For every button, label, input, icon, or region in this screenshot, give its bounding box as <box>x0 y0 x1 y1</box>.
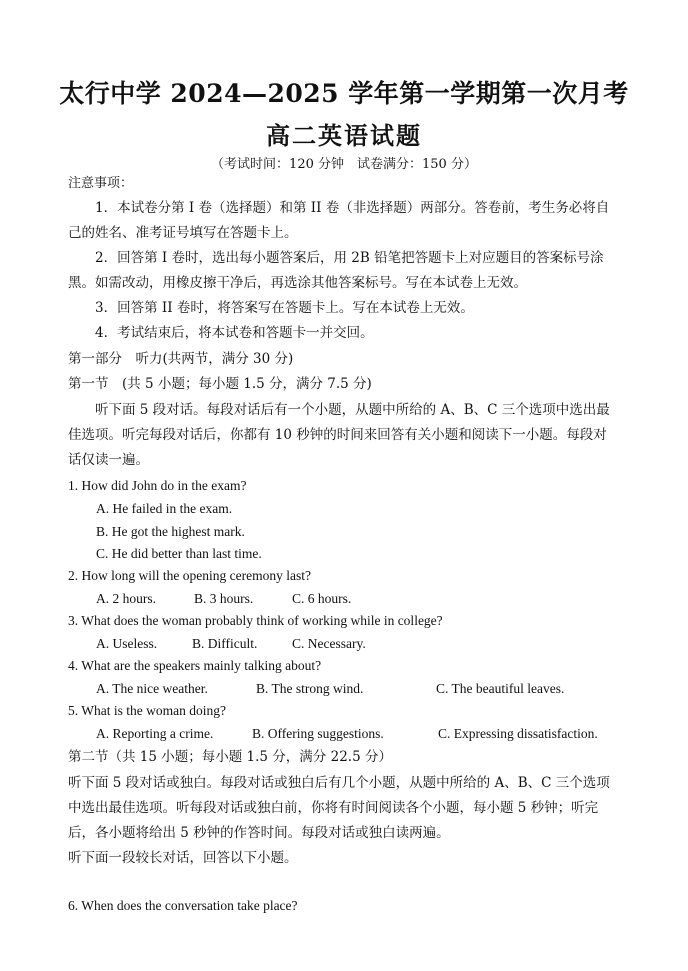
part1-heading: 第一部分 听力(共两节，满分 30 分) <box>68 351 294 367</box>
notice-item-2b: 黑。如需改动，用橡皮擦干净后，再选涂其他答案标号。写在本试卷上无效。 <box>68 275 527 291</box>
question-1-option-a: A. He failed in the exam. <box>96 501 233 516</box>
exam-subtitle: 高二英语试题 <box>266 121 422 150</box>
section2-instructions-a: 听下面 5 段对话或独白。每段对话或独白后有几个小题，从题中所给的 A、B、C 三个选项 <box>68 775 610 791</box>
question-4: 4. What are the speakers mainly talking about? <box>68 658 322 673</box>
question-3-option-b: B. Difficult. <box>192 636 258 651</box>
question-3: 3. What does the woman probably think of working while in college? <box>68 613 443 628</box>
notice-item-1a: 1．本试卷分第 I 卷（选择题）和第 II 卷（非选择题）两部分。答卷前，考生务必将自 <box>95 200 610 216</box>
question-5-option-a: A. Reporting a crime. <box>96 726 214 741</box>
notice-item-3: 3．回答第 II 卷时，将答案写在答题卡上。写在本试卷上无效。 <box>95 300 474 316</box>
question-2-option-c: C. 6 hours. <box>292 591 352 606</box>
question-1: 1. How did John do in the exam? <box>68 478 247 493</box>
notice-item-1b: 己的姓名、准考证号填写在答题卡上。 <box>68 225 298 241</box>
question-2-option-b: B. 3 hours. <box>194 591 254 606</box>
question-4-option-a: A. The nice weather. <box>96 681 208 696</box>
question-2: 2. How long will the opening ceremony last? <box>68 568 311 583</box>
question-2-option-a: A. 2 hours. <box>96 591 156 606</box>
notice-heading: 注意事项： <box>68 176 134 191</box>
question-4-option-c: C. The beautiful leaves. <box>436 681 565 696</box>
question-4-option-b: B. The strong wind. <box>256 681 364 696</box>
exam-info: （考试时间：120 分钟 试卷满分：150 分） <box>211 157 477 172</box>
section2-instructions-b: 中选出最佳选项。听每段对话或独白前，你将有时间阅读各个小题，每小题 5 秒钟；听完 <box>68 800 599 816</box>
section1-instructions-b: 佳选项。听完每段对话后，你都有 10 秒钟的时间来回答有关小题和阅读下一小题。每段对 <box>68 427 607 443</box>
section1-instructions-c: 话仅读一遍。 <box>68 452 149 468</box>
question-5: 5. What is the woman doing? <box>68 703 226 718</box>
section2-heading: 第二节（共 15 小题；每小题 1.5 分，满分 22.5 分） <box>68 749 392 765</box>
section1-instructions-a: 听下面 5 段对话。每段对话后有一个小题，从题中所给的 A、B、C 三个选项中选出最 <box>95 402 610 418</box>
question-3-option-a: A. Useless. <box>96 636 158 651</box>
notice-item-2a: 2．回答第 I 卷时，选出每小题答案后，用 2B 铅笔把答题卡上对应题目的答案标号涂 <box>95 250 604 266</box>
question-1-option-b: B. He got the highest mark. <box>96 524 245 539</box>
section2-instructions-c: 后，各小题将给出 5 秒钟的作答时间。每段对话或独白读两遍。 <box>68 825 450 841</box>
question-6: 6. When does the conversation take place? <box>68 898 298 913</box>
section1-heading: 第一节 (共 5 小题；每小题 1.5 分，满分 7.5 分) <box>68 376 372 392</box>
notice-item-4: 4．考试结束后，将本试卷和答题卡一并交回。 <box>95 325 374 341</box>
question-3-option-c: C. Necessary. <box>292 636 366 651</box>
question-5-option-c: C. Expressing dissatisfaction. <box>438 726 598 741</box>
exam-title: 太行中学 2024—2025 学年第一学期第一次月考 <box>59 79 629 108</box>
question-5-option-b: B. Offering suggestions. <box>252 726 384 741</box>
section2-lead: 听下面一段较长对话，回答以下小题。 <box>68 850 298 866</box>
question-1-option-c: C. He did better than last time. <box>96 546 262 561</box>
